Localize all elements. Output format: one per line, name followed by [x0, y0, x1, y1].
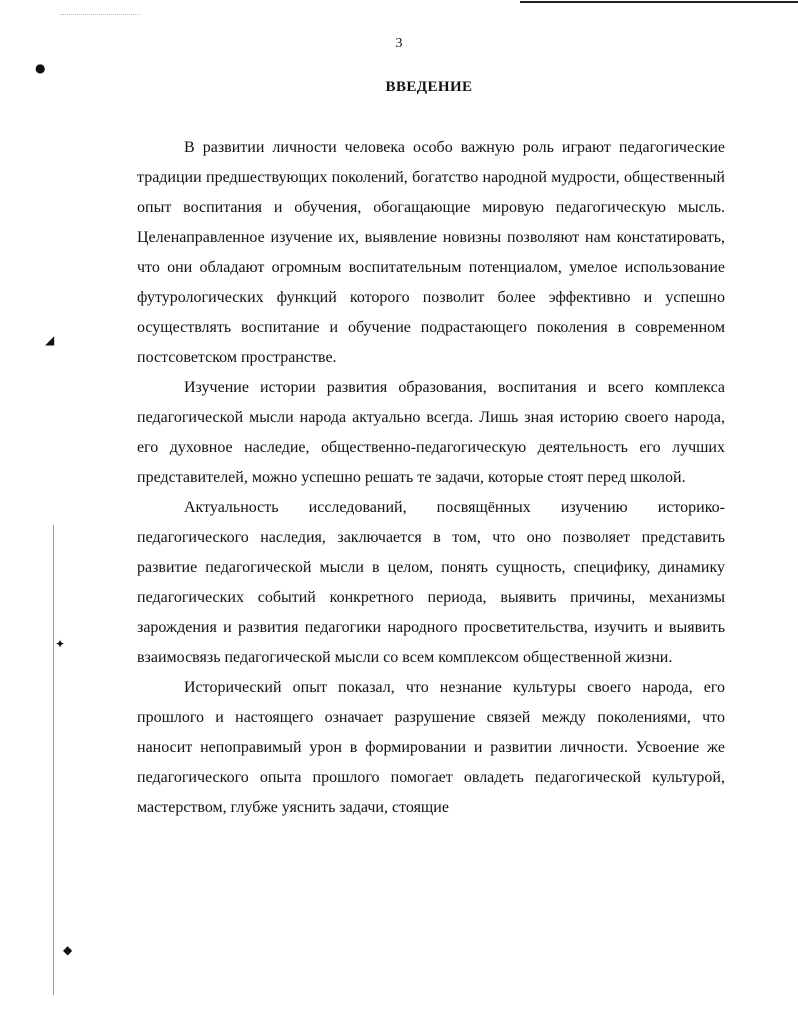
page-title: ВВЕДЕНИЕ [385, 79, 473, 95]
paragraph: Исторический опыт показал, что незнание культуры своего народа, его прошлого и настоящего означает разрушение связей между поколениями, что наносит непоправимый урон в формировании и развитии личности. Усвоение же педагогического опыта прошлого помогает овладеть педагогической культурой, мастерством, глубже уяснить задачи, стоящие [137, 679, 725, 816]
margin-mark-icon: ✦ [55, 637, 66, 651]
margin-mark-icon: ◢ [45, 333, 55, 347]
page-number: 3 [395, 36, 403, 51]
scan-specks [60, 14, 140, 17]
hole-punch-mark-icon: ● [35, 61, 46, 75]
document-body [137, 133, 725, 823]
binding-margin-line [53, 525, 54, 995]
paragraph: В развитии личности человека особо важную роль играют педагогические традиции предшествующих поколений, богатство народной мудрости, общественный опыт воспитания и обучения, обогащающие мировую педагогическую мысль. Целенаправленное изучение их, выявление новизны позволяют нам констатировать, что они обладают огромным воспитательным потенциалом, умелое использование футурологических функций которого позволит более эффективно и успешно осуществлять воспитание и обучение подрастающего поколения в современном постсоветском пространстве. [137, 139, 725, 366]
margin-mark-icon: ◆ [63, 943, 73, 957]
paragraph: Изучение истории развития образования, воспитания и всего комплекса педагогической мысли народа актуально всегда. Лишь зная историю своего народа, его духовное наследие, общественно-педагогическую деятельность его лучших представителей, можно успешно решать те задачи, которые стоят перед школой. [137, 379, 725, 486]
paragraph: Актуальность исследований, посвящённых изучению историко-педагогического наследия, заключается в том, что оно позволяет представить развитие педагогической мысли в целом, понять сущность, специфику, динамику педагогических событий конкретного периода, выявить причины, механизмы зарождения и развития педагогики народного просветительства, изучить и выявить взаимосвязь педагогической мысли со всем комплексом общественной жизни. [137, 499, 725, 666]
top-border-line [520, 1, 798, 3]
